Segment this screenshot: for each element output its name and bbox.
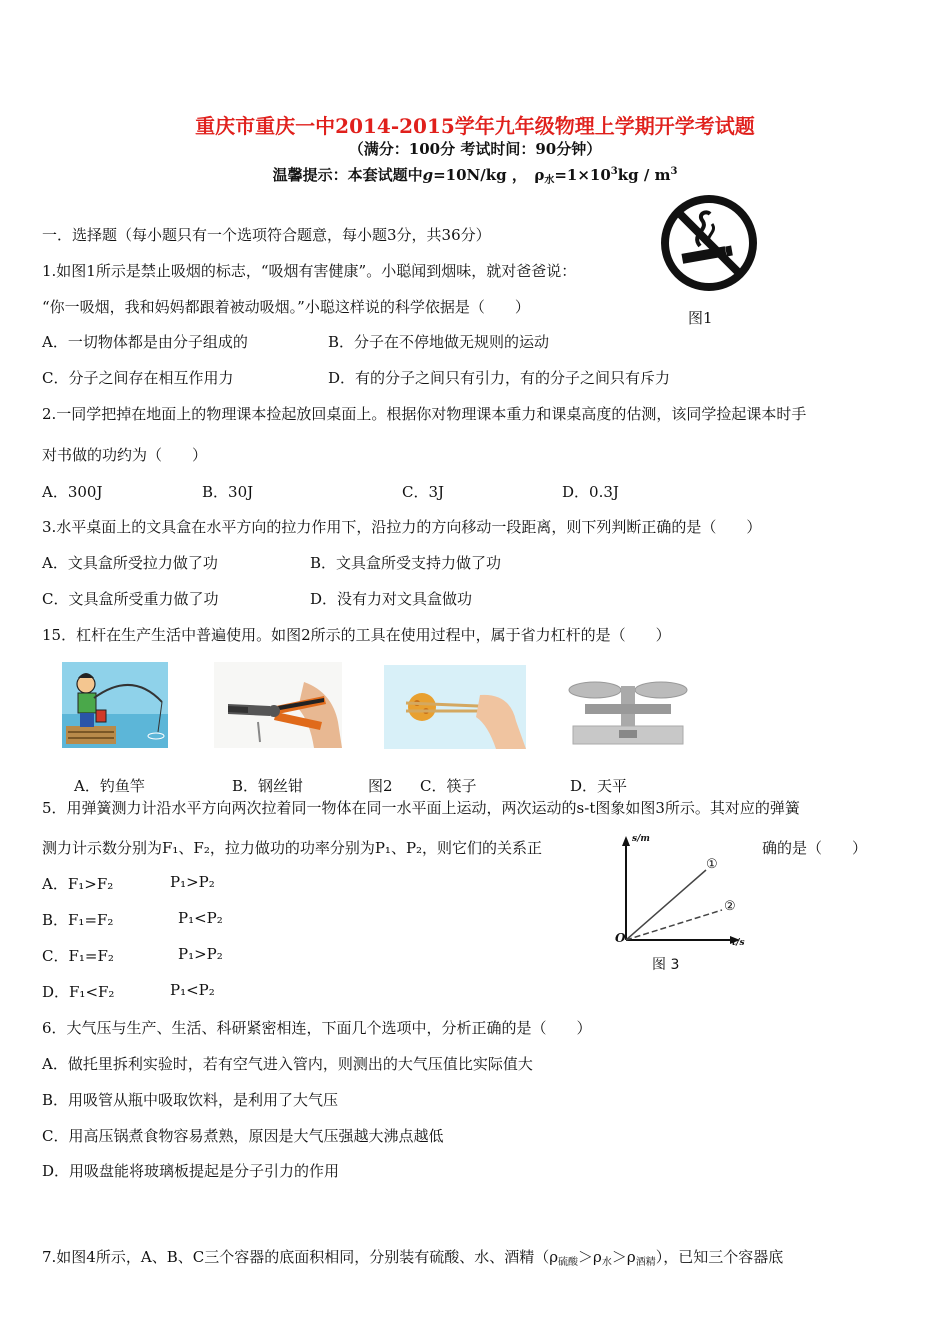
q7-stem — [42, 1246, 783, 1268]
chopsticks-image — [384, 665, 526, 749]
tip-rho: ρ — [534, 166, 545, 184]
q7-sub3: 酒精 — [635, 1257, 656, 1268]
tip-g: g — [422, 166, 434, 184]
q5-option-c-f: C．F₁=F₂ — [42, 947, 114, 965]
q15-option-b: B．钢丝钳 — [232, 777, 304, 795]
q5-option-c-p: P₁>P₂ — [178, 945, 223, 963]
q7-stem-suffix: ），已知三个容器底 — [655, 1248, 784, 1266]
q3-option-b: B．文具盒所受支持力做了功 — [310, 554, 502, 572]
page-title: 重庆市重庆一中2014-2015学年九年级物理上学期开学考试题 — [195, 114, 755, 138]
q7-rho1: ρ — [549, 1248, 559, 1266]
q1-stem-line1: 1.如图1所示是禁止吸烟的标志，“吸烟有害健康”。小聪闻到烟味，就对爸爸说： — [42, 262, 577, 280]
q5-stem-line1: 5．用弹簧测力计沿水平方向两次拉着同一物体在同一水平面上运动，两次运动的s-t图象如图3所示。其对应的弹簧 — [42, 799, 800, 817]
balance-scale-image — [565, 668, 691, 750]
q2-option-a: A．300J — [42, 483, 103, 501]
q1-stem-line2: “你一吸烟，我和妈妈都跟着被动吸烟。”小聪这样说的科学依据是（ ） — [42, 298, 530, 316]
fig3-y-label: s/m — [632, 834, 650, 844]
tip-unit: kg / m — [617, 166, 671, 184]
q7-sub2: 水 — [601, 1257, 612, 1268]
q7-sub1: 硫酸 — [558, 1257, 579, 1268]
q5-option-b-f: B．F₁=F₂ — [42, 911, 114, 929]
q1-option-a: A．一切物体都是由分子组成的 — [42, 333, 248, 351]
q2-option-d: D．0.3J — [562, 483, 619, 501]
q6-option-b: B．用吸管从瓶中吸取饮料，是利用了大气压 — [42, 1091, 339, 1109]
q5-option-a-f: A．F₁>F₂ — [42, 875, 114, 893]
q3-option-c: C．文具盒所受重力做了功 — [42, 590, 219, 608]
q15-option-d: D．天平 — [570, 777, 628, 795]
fig3-origin: O — [615, 931, 626, 945]
q5-option-a-p: P₁>P₂ — [170, 873, 215, 891]
q7-rho3: ρ — [626, 1248, 636, 1266]
q3-option-a: A．文具盒所受拉力做了功 — [42, 554, 218, 572]
fig3-x-label: t/s — [732, 938, 745, 948]
q3-stem: 3.水平桌面上的文具盒在水平方向的拉力作用下，沿拉力的方向移动一段距离，则下列判断正确的是（ ） — [42, 518, 762, 536]
q3-option-d: D．没有力对文具盒做功 — [310, 590, 473, 608]
fishing-rod-image — [62, 662, 168, 748]
q1-option-b: B．分子在不停地做无规则的运动 — [328, 333, 550, 351]
q7-rho2: ρ — [593, 1248, 602, 1266]
tip-line — [0, 164, 950, 186]
q5-stem-line2: 测力计示数分别为F₁、F₂，拉力做功的功率分别为P₁、P₂，则它们的关系正 — [42, 839, 543, 857]
q6-option-a: A．做托里拆利实验时，若有空气进入管内，则测出的大气压值比实际值大 — [42, 1055, 533, 1073]
tip-prefix: 温馨提示：本套试题中 — [272, 166, 423, 184]
q7-stem-prefix: 7.如图4所示，A、B、C三个容器的底面积相同，分别装有硫酸、水、酒精（ — [42, 1248, 550, 1266]
q5-option-d-f: D．F₁<F₂ — [42, 983, 115, 1001]
q2-stem-line1: 2.一同学把掉在地面上的物理课本捡起放回桌面上。根据你对物理课本重力和课桌高度的估测，该同学捡起课本时手 — [42, 405, 807, 423]
q6-stem: 6．大气压与生产、生活、科研紧密相连，下面几个选项中，分析正确的是（ ） — [42, 1019, 592, 1037]
fig3-caption: 图 3 — [652, 957, 680, 973]
q2-option-c: C．3J — [402, 483, 445, 501]
q1-option-c: C．分子之间存在相互作用力 — [42, 369, 234, 387]
tip-exp: 3 — [610, 166, 618, 177]
exam-subtitle: （满分：100分 考试时间：90分钟） — [348, 140, 602, 158]
q6-option-c: C．用高压锅煮食物容易煮熟，原因是大气压强越大沸点越低 — [42, 1127, 444, 1145]
tip-rho-sub: 水 — [544, 175, 555, 186]
q7-gt2: ＞ — [611, 1248, 627, 1266]
q6-option-d: D．用吸盘能将玻璃板提起是分子引力的作用 — [42, 1162, 340, 1180]
q5-option-d-p: P₁<P₂ — [170, 981, 215, 999]
fig3-line1-label: ① — [706, 857, 718, 872]
wire-pliers-image — [214, 662, 342, 748]
q15-stem: 15．杠杆在生产生活中普遍使用。如图2所示的工具在使用过程中，属于省力杠杆的是（ ） — [42, 626, 671, 644]
q5-stem-line2-tail: 确的是（ ） — [762, 839, 868, 857]
fig3-line2-label: ② — [724, 899, 736, 914]
q5-option-b-p: P₁<P₂ — [178, 909, 223, 927]
q2-option-b: B．30J — [202, 483, 254, 501]
st-graph — [614, 832, 754, 947]
fig2-caption: 图2 — [368, 777, 393, 795]
q1-option-d: D．有的分子之间只有引力，有的分子之间只有斥力 — [328, 369, 671, 387]
q15-option-c: C．筷子 — [420, 777, 477, 795]
q2-stem-line2: 对书做的功约为（ ） — [42, 446, 208, 464]
section-heading: 一．选择题（每小题只有一个选项符合题意，每小题3分，共36分） — [42, 226, 491, 244]
q15-option-a: A．钓鱼竿 — [74, 777, 145, 795]
fig1-caption: 图1 — [688, 309, 713, 327]
tip-g-value: =10N/kg ， — [433, 166, 520, 184]
q7-gt1: ＞ — [578, 1248, 594, 1266]
tip-unit-exp: 3 — [670, 166, 678, 177]
no-smoking-icon — [660, 194, 758, 292]
tip-rho-value: =1×10 — [554, 166, 611, 184]
